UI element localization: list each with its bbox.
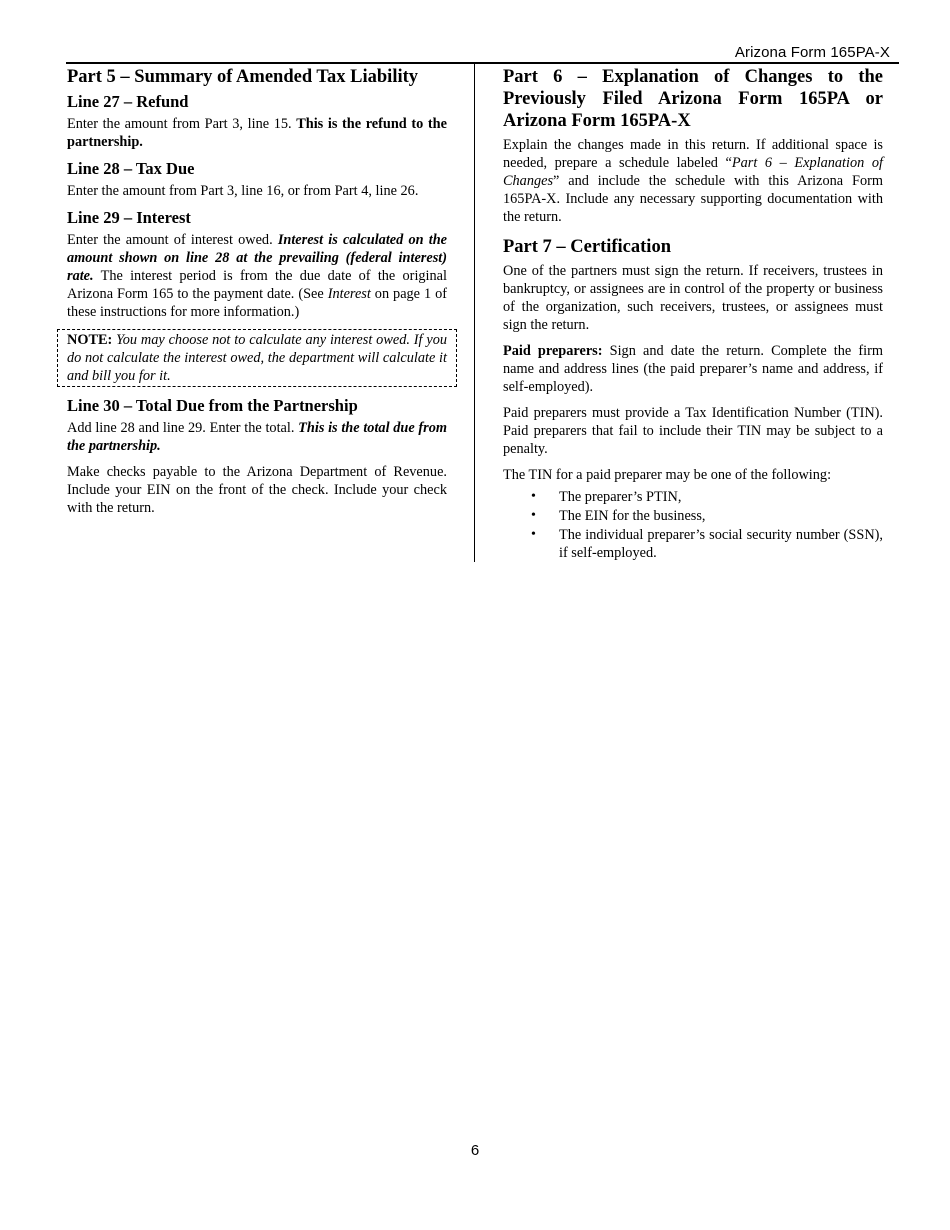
line29-bold-italic: Interest is calculated on the amount shown on line 28 at the prevailing (federal interest) rate. (67, 232, 447, 284)
line29-italic: Interest (327, 286, 371, 302)
line29-text (67, 231, 447, 321)
line29-heading: Line 29 – Interest (67, 208, 191, 227)
line27-heading: Line 27 – Refund (67, 92, 189, 111)
bullet-icon: • (531, 508, 536, 523)
bullet-icon: • (531, 527, 536, 542)
line27-text (67, 115, 447, 151)
part7-signing-text: One of the partners must sign the return. If receivers, trustees in bankruptcy, or assignees are in control of the property or business of the organization, such receivers, trustees, or assignees must sign the return. (503, 263, 883, 333)
tin-options-list (503, 488, 883, 562)
page-number: 6 (470, 1142, 480, 1159)
line27-bold: This is the refund to the partnership. (67, 116, 447, 150)
list-item (503, 507, 883, 525)
paid-preparers-text (503, 342, 883, 396)
line29-body1: Enter the amount of interest owed. (67, 232, 278, 248)
tin-options-intro: The TIN for a paid preparer may be one of the following: (503, 467, 832, 483)
line30-bold-italic: This is the total due from the partnership. (67, 420, 448, 454)
line29-body3: on page 1 of these instructions for more information.) (67, 286, 447, 320)
list-item-text: The preparer’s PTIN, (559, 489, 682, 505)
header-rule (66, 62, 899, 64)
part6-italic: Part 6 – Explanation of Changes (503, 155, 883, 189)
line27-body: Enter the amount from Part 3, line 15. (67, 116, 297, 132)
note-box (57, 329, 457, 387)
line28-heading: Line 28 – Tax Due (67, 159, 195, 178)
list-item-text: The individual preparer’s social security number (SSN), if self-employed. (559, 527, 883, 561)
form-title-header: Arizona Form 165PA-X (734, 44, 890, 61)
list-item (503, 488, 883, 506)
line30-body: Add line 28 and line 29. Enter the total. (67, 420, 299, 436)
note-label: NOTE: (67, 332, 113, 348)
right-column (503, 66, 883, 563)
tin-requirement-text: Paid preparers must provide a Tax Identification Number (TIN). Paid preparers that fail to include their TIN may be subject to a penalty. (503, 405, 883, 457)
line28-text: Enter the amount from Part 3, line 16, or from Part 4, line 26. (67, 183, 419, 199)
part7-heading: Part 7 – Certification (503, 237, 671, 257)
part6-body1: Explain the changes made in this return. If additional space is needed, prepare a schedule labeled “ (503, 137, 883, 171)
part5-heading: Part 5 – Summary of Amended Tax Liability (67, 67, 419, 87)
line30-text (67, 419, 447, 455)
part6-text (503, 136, 883, 226)
bullet-icon: • (531, 489, 536, 504)
line30-heading: Line 30 – Total Due from the Partnership (67, 396, 358, 415)
part6-heading: Part 6 – Explanation of Changes to the Previously Filed Arizona Form 165PA or Arizona Form 165PA-X (503, 67, 883, 131)
left-column (67, 66, 447, 525)
part6-body2: ” and include the schedule with this Arizona Form 165PA-X. Include any necessary supporting documentation with the return. (503, 173, 883, 225)
list-item-text: The EIN for the business, (559, 508, 706, 524)
line29-body2: The interest period is from the due date of the original Arizona Form 165 to the payment date. (See (67, 268, 447, 302)
note-text: You may choose not to calculate any interest owed. If you do not calculate the interest owed, the department will calculate it and bill you for it. (67, 332, 447, 384)
column-divider (474, 63, 475, 562)
paid-preparers-label: Paid preparers: (503, 343, 603, 359)
list-item (503, 526, 883, 562)
line30-payment-text: Make checks payable to the Arizona Department of Revenue. Include your EIN on the front of the check. Include your check with the return. (67, 464, 447, 516)
paid-preparers-body: Sign and date the return. Complete the firm name and address lines (the paid preparer’s name and address, if self-employed). (503, 343, 883, 395)
